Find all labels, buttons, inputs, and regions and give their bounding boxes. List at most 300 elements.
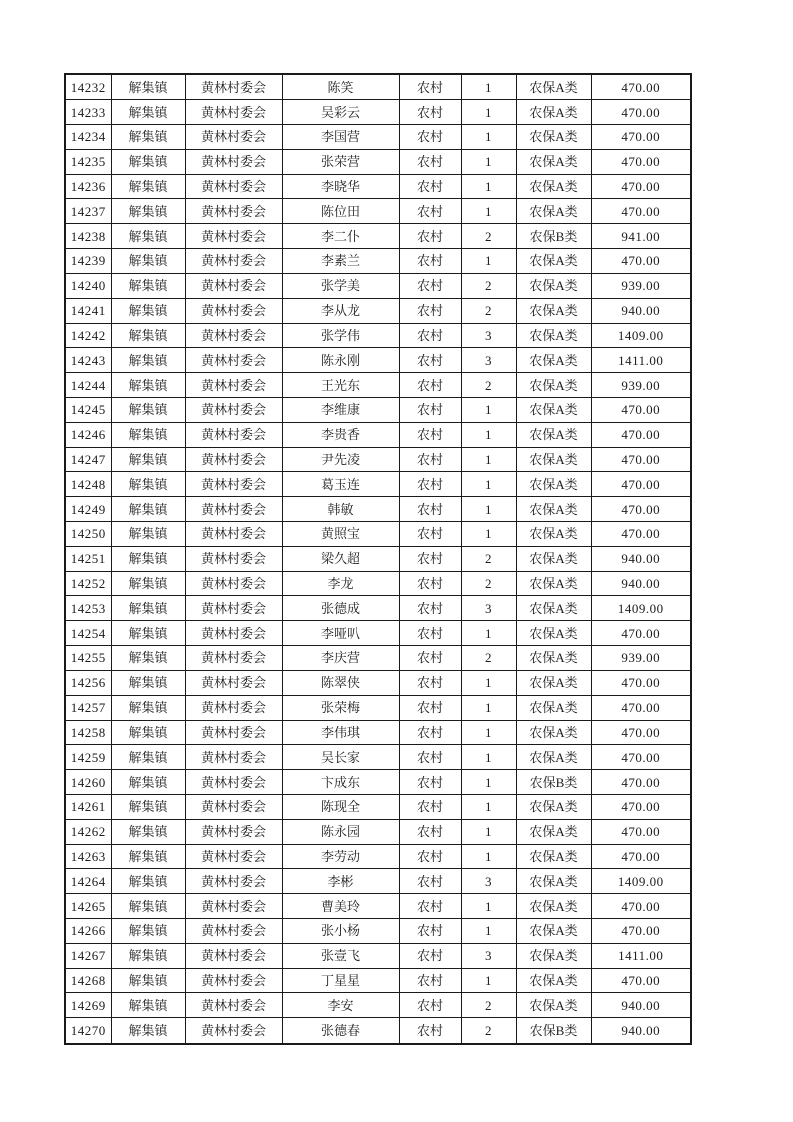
- cell-village: 黄林村委会: [185, 224, 282, 249]
- cell-category: 农保A类: [516, 646, 591, 671]
- cell-category: 农保A类: [516, 596, 591, 621]
- cell-category: 农保A类: [516, 323, 591, 348]
- cell-category: 农保A类: [516, 670, 591, 695]
- cell-town: 解集镇: [111, 596, 185, 621]
- cell-village: 黄林村委会: [185, 844, 282, 869]
- cell-id: 14238: [65, 224, 111, 249]
- cell-count: 3: [461, 596, 516, 621]
- cell-name: 李哑叭: [282, 621, 399, 646]
- cell-town: 解集镇: [111, 125, 185, 150]
- cell-count: 2: [461, 546, 516, 571]
- cell-name: 张荣营: [282, 149, 399, 174]
- cell-amount: 470.00: [591, 968, 691, 993]
- cell-amount: 470.00: [591, 819, 691, 844]
- cell-village: 黄林村委会: [185, 323, 282, 348]
- cell-name: 张学伟: [282, 323, 399, 348]
- cell-id: 14258: [65, 720, 111, 745]
- cell-residence: 农村: [399, 993, 461, 1018]
- cell-town: 解集镇: [111, 323, 185, 348]
- cell-town: 解集镇: [111, 174, 185, 199]
- cell-amount: 940.00: [591, 546, 691, 571]
- cell-residence: 农村: [399, 571, 461, 596]
- cell-residence: 农村: [399, 298, 461, 323]
- cell-id: 14234: [65, 125, 111, 150]
- cell-town: 解集镇: [111, 770, 185, 795]
- cell-name: 卞成东: [282, 770, 399, 795]
- cell-count: 3: [461, 348, 516, 373]
- table-row: [65, 224, 691, 249]
- cell-category: 农保A类: [516, 397, 591, 422]
- cell-town: 解集镇: [111, 919, 185, 944]
- cell-id: 14249: [65, 497, 111, 522]
- cell-residence: 农村: [399, 149, 461, 174]
- cell-count: 2: [461, 224, 516, 249]
- table-row: [65, 596, 691, 621]
- table-row: [65, 373, 691, 398]
- cell-town: 解集镇: [111, 621, 185, 646]
- cell-village: 黄林村委会: [185, 447, 282, 472]
- cell-amount: 470.00: [591, 447, 691, 472]
- cell-category: 农保A类: [516, 348, 591, 373]
- cell-village: 黄林村委会: [185, 1018, 282, 1044]
- cell-amount: 1409.00: [591, 323, 691, 348]
- cell-village: 黄林村委会: [185, 993, 282, 1018]
- cell-village: 黄林村委会: [185, 720, 282, 745]
- table-row: [65, 497, 691, 522]
- cell-residence: 农村: [399, 670, 461, 695]
- cell-id: 14257: [65, 695, 111, 720]
- table-row: [65, 794, 691, 819]
- cell-category: 农保A类: [516, 472, 591, 497]
- cell-town: 解集镇: [111, 497, 185, 522]
- cell-count: 1: [461, 522, 516, 547]
- cell-residence: 农村: [399, 199, 461, 224]
- cell-name: 丁星星: [282, 968, 399, 993]
- cell-village: 黄林村委会: [185, 695, 282, 720]
- cell-name: 李劳动: [282, 844, 399, 869]
- cell-id: 14250: [65, 522, 111, 547]
- cell-village: 黄林村委会: [185, 571, 282, 596]
- cell-amount: 470.00: [591, 919, 691, 944]
- cell-category: 农保A类: [516, 869, 591, 894]
- cell-category: 农保B类: [516, 770, 591, 795]
- cell-count: 1: [461, 720, 516, 745]
- table-row: [65, 149, 691, 174]
- cell-village: 黄林村委会: [185, 522, 282, 547]
- cell-category: 农保A类: [516, 125, 591, 150]
- table-row: [65, 199, 691, 224]
- cell-id: 14264: [65, 869, 111, 894]
- cell-category: 农保A类: [516, 695, 591, 720]
- cell-residence: 农村: [399, 869, 461, 894]
- cell-town: 解集镇: [111, 224, 185, 249]
- cell-residence: 农村: [399, 125, 461, 150]
- cell-count: 1: [461, 497, 516, 522]
- cell-name: 吴长家: [282, 745, 399, 770]
- cell-residence: 农村: [399, 422, 461, 447]
- cell-village: 黄林村委会: [185, 100, 282, 125]
- cell-category: 农保A类: [516, 149, 591, 174]
- cell-village: 黄林村委会: [185, 621, 282, 646]
- cell-id: 14260: [65, 770, 111, 795]
- cell-residence: 农村: [399, 100, 461, 125]
- cell-village: 黄林村委会: [185, 249, 282, 274]
- table-row: [65, 695, 691, 720]
- cell-name: 李伟琪: [282, 720, 399, 745]
- cell-amount: 470.00: [591, 621, 691, 646]
- cell-town: 解集镇: [111, 943, 185, 968]
- cell-village: 黄林村委会: [185, 199, 282, 224]
- cell-residence: 农村: [399, 447, 461, 472]
- cell-residence: 农村: [399, 397, 461, 422]
- cell-name: 李维康: [282, 397, 399, 422]
- cell-amount: 940.00: [591, 571, 691, 596]
- cell-count: 1: [461, 968, 516, 993]
- cell-id: 14268: [65, 968, 111, 993]
- cell-town: 解集镇: [111, 571, 185, 596]
- cell-residence: 农村: [399, 74, 461, 100]
- cell-count: 2: [461, 571, 516, 596]
- cell-id: 14246: [65, 422, 111, 447]
- cell-village: 黄林村委会: [185, 546, 282, 571]
- cell-name: 王光东: [282, 373, 399, 398]
- table-row: [65, 249, 691, 274]
- cell-name: 李彬: [282, 869, 399, 894]
- cell-town: 解集镇: [111, 646, 185, 671]
- cell-town: 解集镇: [111, 546, 185, 571]
- cell-town: 解集镇: [111, 993, 185, 1018]
- table-row: [65, 323, 691, 348]
- cell-amount: 470.00: [591, 100, 691, 125]
- cell-residence: 农村: [399, 794, 461, 819]
- cell-residence: 农村: [399, 621, 461, 646]
- cell-village: 黄林村委会: [185, 373, 282, 398]
- cell-town: 解集镇: [111, 670, 185, 695]
- cell-id: 14259: [65, 745, 111, 770]
- cell-residence: 农村: [399, 695, 461, 720]
- cell-id: 14267: [65, 943, 111, 968]
- table-row: [65, 943, 691, 968]
- cell-residence: 农村: [399, 546, 461, 571]
- table-row: [65, 174, 691, 199]
- table-row: [65, 348, 691, 373]
- cell-residence: 农村: [399, 249, 461, 274]
- cell-residence: 农村: [399, 770, 461, 795]
- cell-category: 农保A类: [516, 819, 591, 844]
- cell-count: 2: [461, 273, 516, 298]
- table-row: [65, 646, 691, 671]
- table-row: [65, 894, 691, 919]
- cell-residence: 农村: [399, 819, 461, 844]
- cell-village: 黄林村委会: [185, 819, 282, 844]
- cell-town: 解集镇: [111, 249, 185, 274]
- cell-residence: 农村: [399, 472, 461, 497]
- table-row: [65, 720, 691, 745]
- table-body: [65, 74, 691, 1044]
- cell-count: 1: [461, 100, 516, 125]
- cell-category: 农保A类: [516, 943, 591, 968]
- cell-category: 农保A类: [516, 745, 591, 770]
- cell-town: 解集镇: [111, 100, 185, 125]
- cell-name: 陈笑: [282, 74, 399, 100]
- cell-id: 14244: [65, 373, 111, 398]
- cell-amount: 941.00: [591, 224, 691, 249]
- cell-category: 农保B类: [516, 224, 591, 249]
- cell-residence: 农村: [399, 273, 461, 298]
- table-row: [65, 472, 691, 497]
- cell-id: 14248: [65, 472, 111, 497]
- table-row: [65, 546, 691, 571]
- cell-name: 李龙: [282, 571, 399, 596]
- cell-count: 1: [461, 670, 516, 695]
- cell-town: 解集镇: [111, 273, 185, 298]
- cell-village: 黄林村委会: [185, 472, 282, 497]
- table-row: [65, 273, 691, 298]
- table-row: [65, 571, 691, 596]
- cell-residence: 农村: [399, 497, 461, 522]
- cell-amount: 470.00: [591, 770, 691, 795]
- table-row: [65, 968, 691, 993]
- cell-category: 农保A类: [516, 199, 591, 224]
- cell-village: 黄林村委会: [185, 968, 282, 993]
- table-row: [65, 819, 691, 844]
- table-row: [65, 74, 691, 100]
- cell-residence: 农村: [399, 596, 461, 621]
- cell-town: 解集镇: [111, 745, 185, 770]
- cell-category: 农保A类: [516, 844, 591, 869]
- cell-category: 农保A类: [516, 968, 591, 993]
- cell-id: 14233: [65, 100, 111, 125]
- cell-village: 黄林村委会: [185, 397, 282, 422]
- cell-residence: 农村: [399, 943, 461, 968]
- cell-id: 14254: [65, 621, 111, 646]
- cell-residence: 农村: [399, 323, 461, 348]
- cell-id: 14237: [65, 199, 111, 224]
- cell-town: 解集镇: [111, 422, 185, 447]
- cell-town: 解集镇: [111, 968, 185, 993]
- cell-amount: 470.00: [591, 149, 691, 174]
- cell-name: 尹先凌: [282, 447, 399, 472]
- cell-residence: 农村: [399, 894, 461, 919]
- cell-id: 14251: [65, 546, 111, 571]
- cell-town: 解集镇: [111, 720, 185, 745]
- cell-amount: 470.00: [591, 720, 691, 745]
- cell-id: 14243: [65, 348, 111, 373]
- cell-count: 1: [461, 919, 516, 944]
- cell-category: 农保A类: [516, 993, 591, 1018]
- cell-residence: 农村: [399, 348, 461, 373]
- table-row: [65, 919, 691, 944]
- cell-count: 1: [461, 472, 516, 497]
- cell-name: 张荣梅: [282, 695, 399, 720]
- cell-town: 解集镇: [111, 1018, 185, 1044]
- cell-name: 张小杨: [282, 919, 399, 944]
- cell-count: 3: [461, 943, 516, 968]
- cell-name: 吴彩云: [282, 100, 399, 125]
- cell-town: 解集镇: [111, 819, 185, 844]
- cell-name: 李从龙: [282, 298, 399, 323]
- cell-count: 1: [461, 745, 516, 770]
- table-row: [65, 397, 691, 422]
- table-row: [65, 844, 691, 869]
- table-row: [65, 422, 691, 447]
- cell-residence: 农村: [399, 919, 461, 944]
- table-row: [65, 770, 691, 795]
- cell-count: 2: [461, 646, 516, 671]
- cell-town: 解集镇: [111, 348, 185, 373]
- cell-id: 14241: [65, 298, 111, 323]
- cell-town: 解集镇: [111, 794, 185, 819]
- table-row: [65, 100, 691, 125]
- cell-id: 14236: [65, 174, 111, 199]
- cell-name: 李素兰: [282, 249, 399, 274]
- cell-count: 1: [461, 819, 516, 844]
- cell-count: 3: [461, 323, 516, 348]
- cell-category: 农保A类: [516, 174, 591, 199]
- cell-category: 农保A类: [516, 74, 591, 100]
- cell-count: 1: [461, 125, 516, 150]
- cell-count: 2: [461, 298, 516, 323]
- cell-village: 黄林村委会: [185, 74, 282, 100]
- cell-count: 1: [461, 794, 516, 819]
- cell-count: 1: [461, 447, 516, 472]
- cell-amount: 1411.00: [591, 943, 691, 968]
- cell-amount: 470.00: [591, 522, 691, 547]
- cell-residence: 农村: [399, 373, 461, 398]
- cell-category: 农保A类: [516, 447, 591, 472]
- cell-amount: 470.00: [591, 397, 691, 422]
- cell-amount: 470.00: [591, 497, 691, 522]
- cell-count: 1: [461, 249, 516, 274]
- cell-residence: 农村: [399, 224, 461, 249]
- cell-id: 14232: [65, 74, 111, 100]
- cell-id: 14266: [65, 919, 111, 944]
- cell-id: 14263: [65, 844, 111, 869]
- table-row: [65, 670, 691, 695]
- cell-category: 农保A类: [516, 621, 591, 646]
- cell-name: 陈翠侠: [282, 670, 399, 695]
- cell-village: 黄林村委会: [185, 646, 282, 671]
- cell-amount: 470.00: [591, 472, 691, 497]
- cell-name: 李庆营: [282, 646, 399, 671]
- cell-name: 葛玉连: [282, 472, 399, 497]
- cell-count: 1: [461, 695, 516, 720]
- cell-town: 解集镇: [111, 199, 185, 224]
- cell-name: 张德春: [282, 1018, 399, 1044]
- cell-id: 14245: [65, 397, 111, 422]
- cell-id: 14265: [65, 894, 111, 919]
- table-row: [65, 522, 691, 547]
- cell-town: 解集镇: [111, 472, 185, 497]
- cell-name: 梁久超: [282, 546, 399, 571]
- cell-category: 农保A类: [516, 522, 591, 547]
- cell-id: 14247: [65, 447, 111, 472]
- cell-amount: 940.00: [591, 298, 691, 323]
- cell-name: 陈现全: [282, 794, 399, 819]
- cell-town: 解集镇: [111, 844, 185, 869]
- cell-name: 曹美玲: [282, 894, 399, 919]
- cell-town: 解集镇: [111, 894, 185, 919]
- table-row: [65, 621, 691, 646]
- cell-category: 农保A类: [516, 894, 591, 919]
- cell-id: 14240: [65, 273, 111, 298]
- cell-name: 陈永刚: [282, 348, 399, 373]
- cell-id: 14239: [65, 249, 111, 274]
- cell-count: 2: [461, 993, 516, 1018]
- cell-name: 陈永园: [282, 819, 399, 844]
- cell-town: 解集镇: [111, 74, 185, 100]
- cell-amount: 1409.00: [591, 869, 691, 894]
- cell-amount: 470.00: [591, 74, 691, 100]
- cell-village: 黄林村委会: [185, 770, 282, 795]
- cell-name: 李二仆: [282, 224, 399, 249]
- cell-village: 黄林村委会: [185, 596, 282, 621]
- cell-id: 14270: [65, 1018, 111, 1044]
- table-row: [65, 298, 691, 323]
- cell-count: 1: [461, 844, 516, 869]
- cell-name: 张壹飞: [282, 943, 399, 968]
- cell-amount: 940.00: [591, 1018, 691, 1044]
- cell-village: 黄林村委会: [185, 298, 282, 323]
- cell-town: 解集镇: [111, 695, 185, 720]
- cell-category: 农保A类: [516, 497, 591, 522]
- cell-name: 李国营: [282, 125, 399, 150]
- cell-category: 农保A类: [516, 546, 591, 571]
- cell-name: 黄照宝: [282, 522, 399, 547]
- cell-town: 解集镇: [111, 869, 185, 894]
- cell-count: 2: [461, 1018, 516, 1044]
- table-row: [65, 125, 691, 150]
- cell-residence: 农村: [399, 1018, 461, 1044]
- cell-residence: 农村: [399, 646, 461, 671]
- cell-village: 黄林村委会: [185, 794, 282, 819]
- cell-id: 14261: [65, 794, 111, 819]
- cell-amount: 939.00: [591, 373, 691, 398]
- cell-village: 黄林村委会: [185, 670, 282, 695]
- cell-town: 解集镇: [111, 522, 185, 547]
- cell-name: 张德成: [282, 596, 399, 621]
- cell-amount: 470.00: [591, 695, 691, 720]
- cell-amount: 470.00: [591, 794, 691, 819]
- cell-count: 1: [461, 770, 516, 795]
- cell-town: 解集镇: [111, 447, 185, 472]
- cell-village: 黄林村委会: [185, 943, 282, 968]
- cell-name: 韩敏: [282, 497, 399, 522]
- cell-category: 农保A类: [516, 249, 591, 274]
- cell-village: 黄林村委会: [185, 869, 282, 894]
- table-row: [65, 993, 691, 1018]
- cell-amount: 1409.00: [591, 596, 691, 621]
- cell-village: 黄林村委会: [185, 174, 282, 199]
- cell-count: 1: [461, 199, 516, 224]
- cell-residence: 农村: [399, 968, 461, 993]
- cell-category: 农保A类: [516, 373, 591, 398]
- cell-town: 解集镇: [111, 373, 185, 398]
- cell-town: 解集镇: [111, 149, 185, 174]
- cell-amount: 470.00: [591, 422, 691, 447]
- cell-category: 农保A类: [516, 298, 591, 323]
- cell-category: 农保A类: [516, 273, 591, 298]
- cell-id: 14256: [65, 670, 111, 695]
- cell-category: 农保A类: [516, 794, 591, 819]
- cell-amount: 470.00: [591, 844, 691, 869]
- cell-amount: 470.00: [591, 174, 691, 199]
- cell-id: 14269: [65, 993, 111, 1018]
- cell-town: 解集镇: [111, 298, 185, 323]
- cell-id: 14252: [65, 571, 111, 596]
- cell-village: 黄林村委会: [185, 745, 282, 770]
- cell-category: 农保A类: [516, 100, 591, 125]
